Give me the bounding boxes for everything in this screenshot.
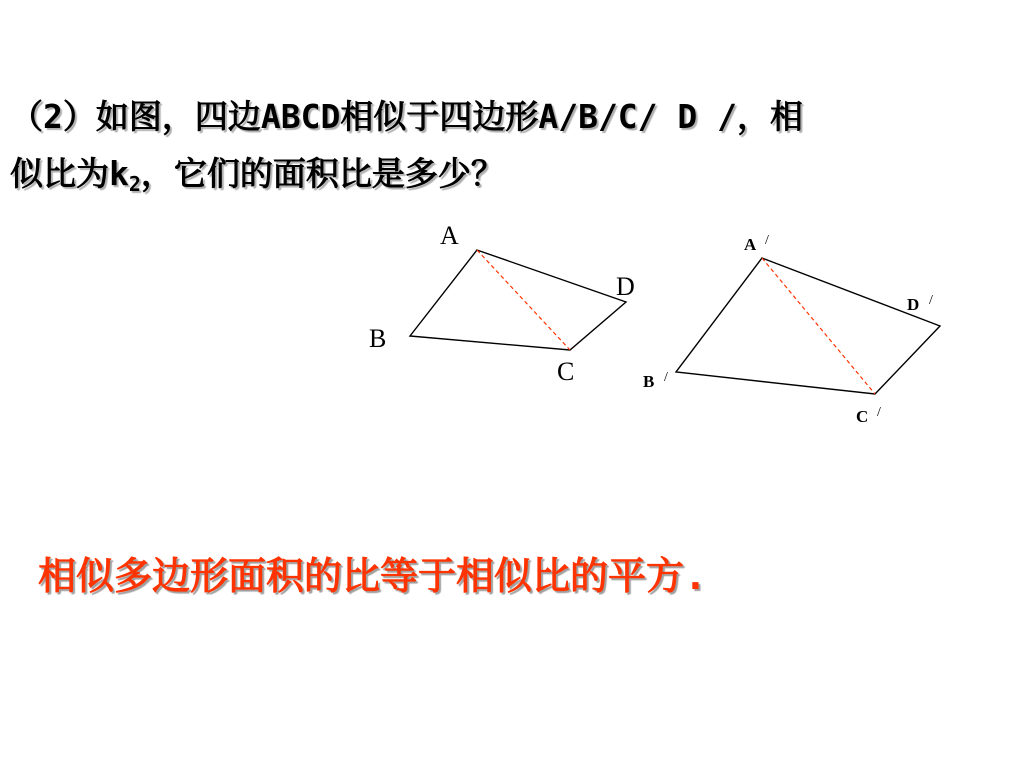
large-quad-diagonal-ac	[762, 258, 875, 394]
label-b: B	[369, 324, 387, 353]
question-line-1: （2）如图，四边ABCD相似于四边形A/B/C/ D /，相	[10, 97, 804, 136]
prime-mark-d: /	[929, 293, 933, 308]
small-quad-outline	[410, 250, 626, 350]
ratio-subscript: 2	[128, 172, 141, 196]
label-d-prime: D	[907, 295, 920, 314]
label-a: A	[440, 221, 459, 250]
large-quad-outline	[676, 258, 940, 394]
small-quadrilateral	[369, 221, 635, 386]
label-c-prime: C	[856, 407, 869, 426]
label-d: D	[616, 272, 635, 301]
conclusion-statement: 相似多边形面积的比等于相似比的平方.	[38, 554, 707, 598]
prime-mark-c: /	[877, 405, 881, 420]
large-quadrilateral	[643, 233, 940, 426]
prime-mark-b: /	[664, 370, 668, 385]
label-a-prime: A	[744, 235, 757, 254]
question-line-2-post: ，它们的面积比是多少？	[140, 154, 504, 193]
question-line-2-pre: 似比为k	[10, 154, 129, 193]
small-quad-diagonal-ac	[477, 250, 570, 350]
label-b-prime: B	[643, 372, 655, 391]
label-c: C	[557, 357, 575, 386]
prime-mark-a: /	[765, 233, 769, 248]
